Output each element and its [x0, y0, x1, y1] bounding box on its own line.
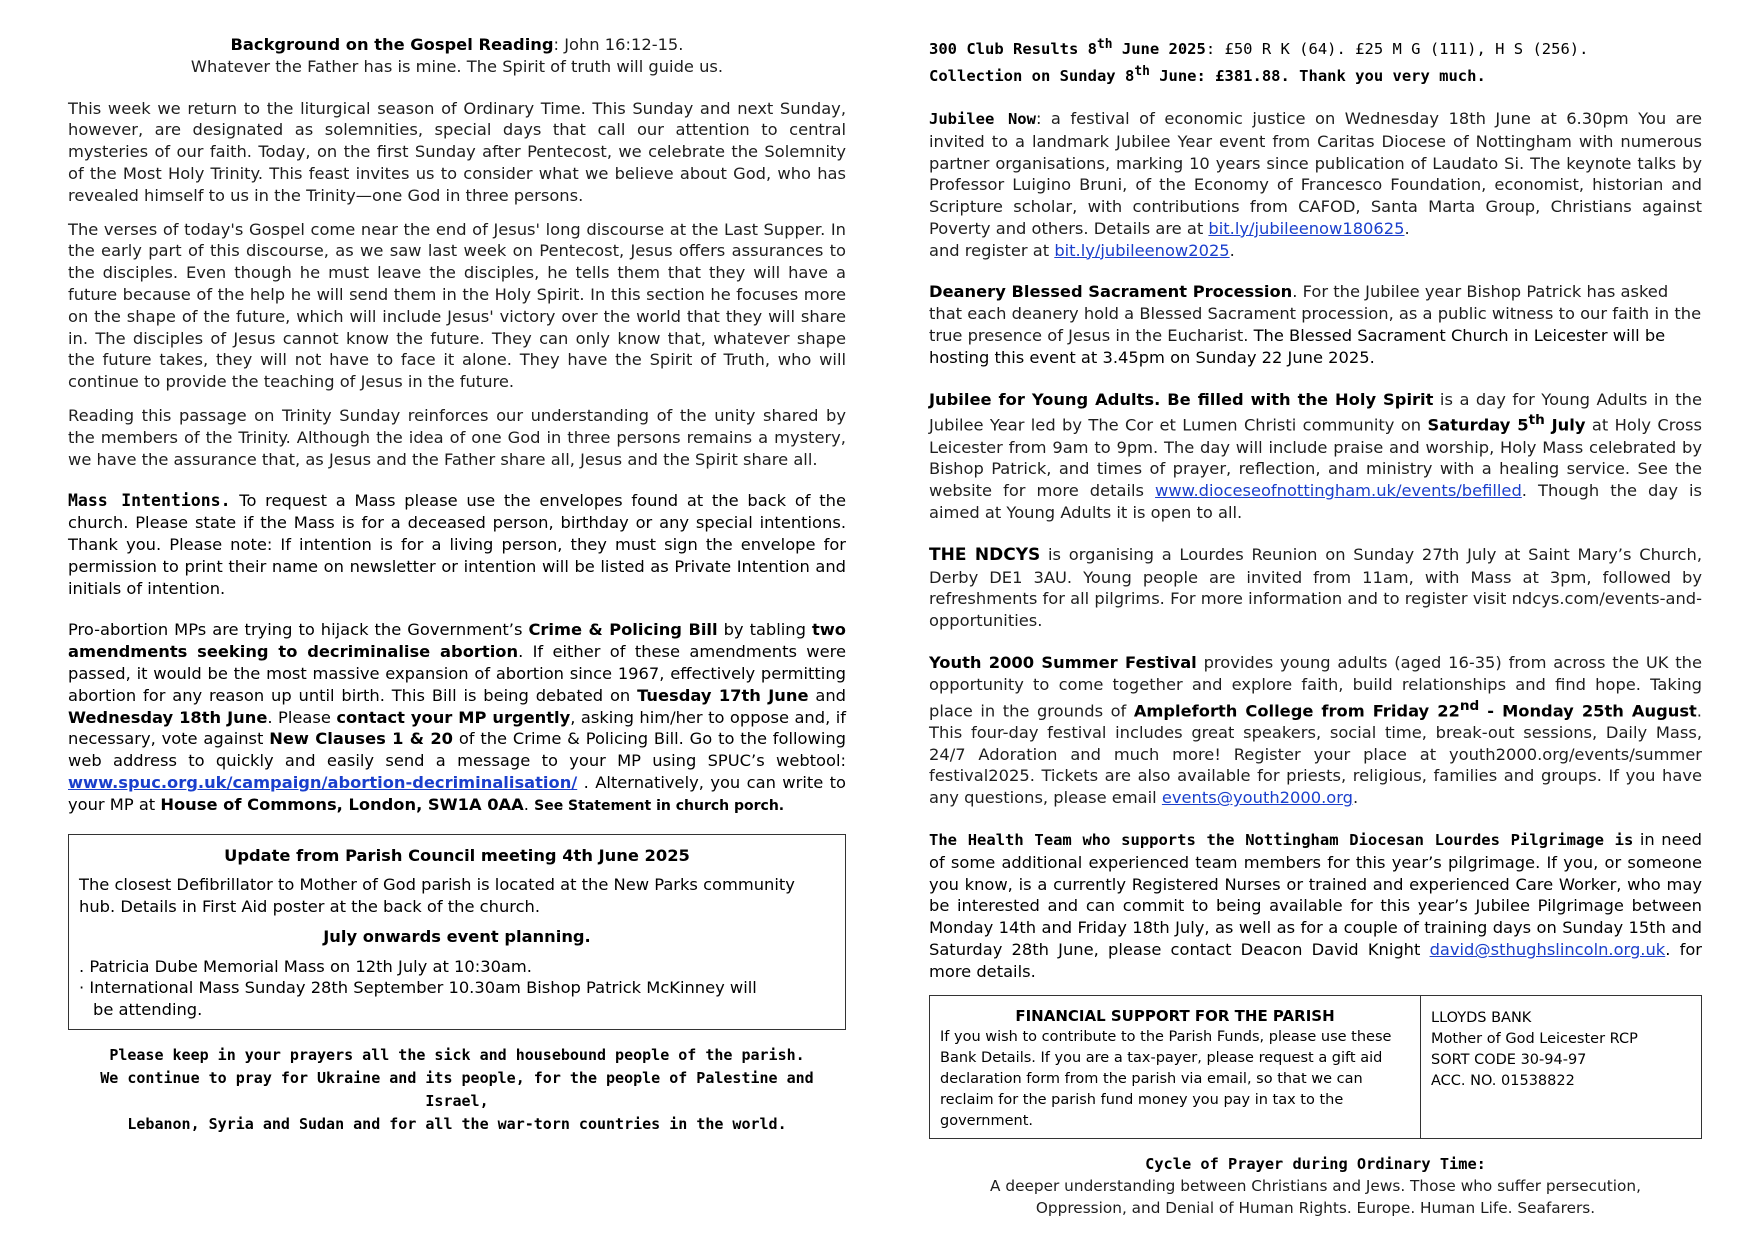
account-name: Mother of God Leicester RCP — [1431, 1030, 1638, 1047]
prayer-line-1: Please keep in your prayers all the sick and housebound people of the parish. — [109, 1046, 805, 1065]
event-list — [79, 956, 835, 1021]
event-item-1: . Patricia Dube Memorial Mass on 12th July at 10:30am. — [79, 956, 532, 976]
bank-details — [1421, 996, 1648, 1138]
young-adults-date-2: July — [1544, 415, 1586, 435]
sort-code: SORT CODE 30-94-97 — [1431, 1051, 1587, 1068]
cycle-line-2: Oppression, and Denial of Human Rights. Europe. Human Life. Seafarers. — [1035, 1198, 1596, 1217]
parish-council-box — [68, 834, 846, 1031]
abortion-bold-6: New Clauses 1 & 20 — [269, 729, 453, 749]
prayer-intentions — [68, 1044, 846, 1136]
parish-council-title: Update from Parish Council meeting 4th June 2025 — [224, 845, 690, 865]
abortion-see-statement: See Statement in church porch. — [534, 797, 785, 814]
young-adults-sup: th — [1528, 412, 1545, 429]
gospel-paragraph-2: The verses of today's Gospel come near the end of Jesus' long discourse at the Last Supper. In the early part of this discourse, as we saw last week on Pentecost, Jesus offers assurances to the disciples. Even though he must leave the disciples, he tells them that they will have a future because of the help he will send them in the Holy Spirit. In this section he focuses more on the shape of the future, which will include Jesus' victory over the world that they will share in. The disciples of Jesus cannot know the future. They can only know that, whatever shape the future takes, they will not have to face it alone. They have the Spirit of Truth, who will continue to provide the teaching of Jesus in the future. — [68, 219, 846, 392]
cycle-title: Cycle of Prayer during Ordinary Time: — [1145, 1154, 1486, 1173]
health-team — [929, 829, 1702, 983]
youth-2000 — [929, 652, 1702, 809]
abortion-notice — [68, 619, 846, 817]
gospel-subtitle: Whatever the Father has is mine. The Spirit of truth will guide us. — [190, 56, 724, 76]
left-column — [68, 34, 846, 1136]
gospel-paragraph-1: This week we return to the liturgical season of Ordinary Time. This Sunday and next Sunday, however, are designated as solemnities, special days that call our attention to central mysteries of our faith. Today, on the first Sunday after Pentecost, we celebrate the Solemnity of the Most Holy Trinity. This feast invites us to consider what we believe about God, who has revealed himself to us in the Trinity—one God in three persons. — [68, 98, 846, 205]
event-item-2: · International Mass Sunday 28th September 10.30am Bishop Patrick McKinney will — [79, 978, 757, 998]
health-end: . for more details. — [929, 940, 1702, 981]
diocese-link[interactable]: www.dioceseofnottingham.uk/events/befilled — [1155, 481, 1522, 501]
cycle-of-prayer — [929, 1153, 1702, 1219]
health-text: in need of some additional experienced team members for this year’s pilgrimage. If you, or someone you know, is a currently Registered Nurses or trained and experienced Care Worker, who may be interested and can commit to being available for this year’s Jubilee Pilgrimage between Monday 14th and Friday 18th July, as well as for a couple of training days on Sunday 15th and Saturday 28th June, please contact Deacon David Knight — [929, 830, 1702, 960]
account-number: ACC. NO. 01538822 — [1431, 1072, 1575, 1089]
abortion-text-2: by tabling — [717, 620, 812, 640]
ndcys-title: THE NDCYS — [929, 544, 1041, 565]
young-adults-text-3: . Though the day is aimed at Young Adults it is open to all. — [929, 481, 1703, 523]
abortion-text-3: . If either of these amendments were passed, it would be the most massive expansion of abortion since 1967, effectively permitting abortion for any reason up until birth. This Bill is being debated on — [68, 642, 846, 705]
youth-text-2: . This four-day festival includes great speakers, social time, break-out sessions, Daily Mass, 24/7 Adoration and much more! Register your place at youth2000.org/events/summer festival2025. Tickets are also available for priests, religious, families and groups. If you have any questions, please email — [929, 701, 1702, 808]
young-adults-text-1: is a day for Young Adults in the Jubilee Year led by The Cor et Lumen Christi community on — [929, 389, 1702, 435]
abortion-bold-3: Tuesday 17th June — [637, 685, 809, 705]
youth-text-1: provides young adults (aged 16-35) from across the UK the opportunity to come together and explore faith, build relationships and find hope. Taking place in the grounds of — [929, 653, 1702, 721]
event-item-2-cont: be attending. — [93, 1000, 203, 1020]
jubilee-text: : a festival of economic justice on Wednesday 18th June at 6.30pm You are invited to a landmark Jubilee Year event from Caritas Diocese of Nottingham with numerous partner organisations, marking 10 years since publication of Laudato Si. The keynote talks by Professor Luigino Bruni, of the Economy of Francesco Foundation, economist, historian and Scripture scholar, with contributions from CAFOD, Santa Marta Group, Christians against Poverty and others. Details are at — [929, 108, 1702, 238]
abortion-bold-4: Wednesday 18th June — [68, 707, 268, 727]
gospel-heading — [68, 34, 846, 56]
club-label: 300 Club Results 8 — [929, 40, 1097, 59]
deanery-hosting: The Blessed Sacrament Church in Leicester will be hosting this event at 3.45pm on Sunday 22 June 2025. — [929, 326, 1666, 367]
collection-sup: th — [1134, 63, 1150, 79]
abortion-bold-5: contact your MP urgently — [336, 707, 571, 727]
deanery-procession — [929, 281, 1702, 368]
gospel-paragraph-3: Reading this passage on Trinity Sunday reinforces our understanding of the unity shared by the members of the Trinity. Although the idea of one God in three persons remains a mystery, we have the assurance that, as Jesus and the Father share all, Jesus and the Spirit share all. — [68, 405, 846, 469]
youth-email-link[interactable]: events@youth2000.org — [1161, 788, 1353, 808]
financial-support-title: FINANCIAL SUPPORT FOR THE PARISH — [1015, 1006, 1335, 1025]
deanery-text: . For the Jubilee year Bishop Patrick has asked that each deanery hold a Blessed Sacrament procession, as a public witness to our faith in the true presence of Jesus in the Eucharist. — [929, 282, 1702, 346]
youth-title: Youth 2000 Summer Festival — [929, 653, 1197, 673]
jubilee-title: Jubilee Now — [929, 109, 1036, 128]
youth-end: . — [1352, 788, 1359, 808]
cycle-line-1: A deeper understanding between Christians and Jews. Those who suffer persecution, — [990, 1176, 1641, 1195]
right-column — [929, 34, 1702, 1219]
jubilee-link-2[interactable]: bit.ly/jubileenow2025 — [1054, 240, 1230, 260]
abortion-address: House of Commons, London, SW1A 0AA — [160, 794, 524, 814]
spuc-link[interactable]: www.spuc.org.uk/campaign/abortion-decriminalisation/ — [68, 772, 578, 792]
abortion-text-4: and — [808, 685, 847, 705]
young-adults-date: Saturday 5 — [1427, 415, 1529, 435]
collection-label: Collection on Sunday 8 — [929, 67, 1135, 86]
abortion-bold-2: two amendments seeking to decriminalise abortion — [68, 620, 846, 662]
mass-intentions-title: Mass Intentions. — [68, 491, 231, 511]
young-adults-title: Jubilee for Young Adults. Be filled with the Holy Spirit — [929, 389, 1434, 409]
financial-support-info — [930, 996, 1421, 1138]
financial-support-box — [929, 995, 1702, 1139]
jubilee-now — [929, 108, 1702, 262]
jubilee-link-1[interactable]: bit.ly/jubileenow180625 — [1208, 218, 1405, 238]
collection-rest: June: £381.88. Thank you very much. — [1149, 67, 1486, 86]
health-email-link[interactable]: david@sthughslincoln.org.uk — [1429, 940, 1666, 960]
mass-intentions-text: To request a Mass please use the envelopes found at the back of the church. Please state if the Mass is for a deceased person, birthday or any special intentions. Thank you. Please note: If intention is for a living person, they must sign the envelope for permission to print their name on newsletter or intention will be listed as Private Intention and initials of intention. — [68, 491, 846, 598]
abortion-text-8: . Alternatively, you can write to your MP at — [68, 772, 846, 814]
abortion-text-1: Pro-abortion MPs are trying to hijack the Government’s — [68, 620, 529, 640]
event-planning-title: July onwards event planning. — [323, 926, 591, 946]
abortion-text-5: . Please — [267, 707, 337, 727]
mass-intentions — [68, 490, 846, 599]
abortion-text-7: of the Crime & Policing Bill. Go to the following web address to quickly and easily send a message to your MP using SPUC’s webtool: — [68, 729, 846, 771]
abortion-bold-1: Crime & Policing Bill — [528, 620, 718, 640]
abortion-text-9: . — [523, 794, 535, 814]
youth-dates: Ampleforth College from Friday 22 — [1133, 701, 1460, 721]
club-results — [929, 34, 1702, 61]
club-results-values: : £50 R K (64). £25 M G (111), H S (256). — [1205, 40, 1589, 59]
deanery-title: Deanery Blessed Sacrament Procession — [929, 282, 1293, 302]
ndcys-text: is organising a Lourdes Reunion on Sunday 27th July at Saint Mary’s Church, Derby DE1 3AU. Young people are invited from 11am, with Mass at 3pm, followed by refreshments for all pilgrims. For more information and to register visit ndcys.com/events-and- opportunities. — [929, 544, 1702, 631]
youth-dates-2: - Monday 25th August — [1479, 701, 1697, 721]
financial-support-text: If you wish to contribute to the Parish Funds, please use these Bank Details. If you are a tax-payer, please request a gift aid declaration form from the parish via email, so that we can reclaim for the parish fund money you pay in tax to the government. — [940, 1028, 1392, 1129]
ndcys-notice — [929, 544, 1702, 632]
gospel-reference: : John 16:12-15. — [553, 35, 684, 54]
jubilee-end: . — [1229, 240, 1235, 260]
youth-sup: nd — [1459, 697, 1480, 714]
collection-total — [929, 61, 1702, 88]
prayer-line-2: We continue to pray for Ukraine and its people, for the people of Palestine and Israel, — [100, 1069, 814, 1111]
club-sup: th — [1096, 37, 1113, 52]
parish-council-text: The closest Defibrillator to Mother of God parish is located at the New Parks community hub. Details in First Aid poster at the back of the church. — [79, 875, 795, 917]
jubilee-register: and register at — [929, 240, 1055, 260]
prayer-line-3: Lebanon, Syria and Sudan and for all the war-torn countries in the world. — [127, 1115, 787, 1134]
gospel-title: Background on the Gospel Reading — [230, 35, 554, 54]
abortion-text-6: , asking him/her to oppose and, if necessary, vote against — [68, 707, 846, 749]
bank-name: LLOYDS BANK — [1431, 1009, 1532, 1026]
young-adults — [929, 389, 1702, 524]
young-adults-text-2: at Holy Cross Leicester from 9am to 9pm. The day will include praise and worship, Holy Mass celebrated by Bishop Patrick, and times of prayer, reflection, and ministry with a healing service. See the website for more details — [929, 415, 1702, 501]
club-label-2: June 2025 — [1112, 40, 1206, 59]
health-title: The Health Team who supports the Nottingham Diocesan Lourdes Pilgrimage is — [929, 831, 1634, 850]
jubilee-mid: . — [1404, 218, 1410, 238]
